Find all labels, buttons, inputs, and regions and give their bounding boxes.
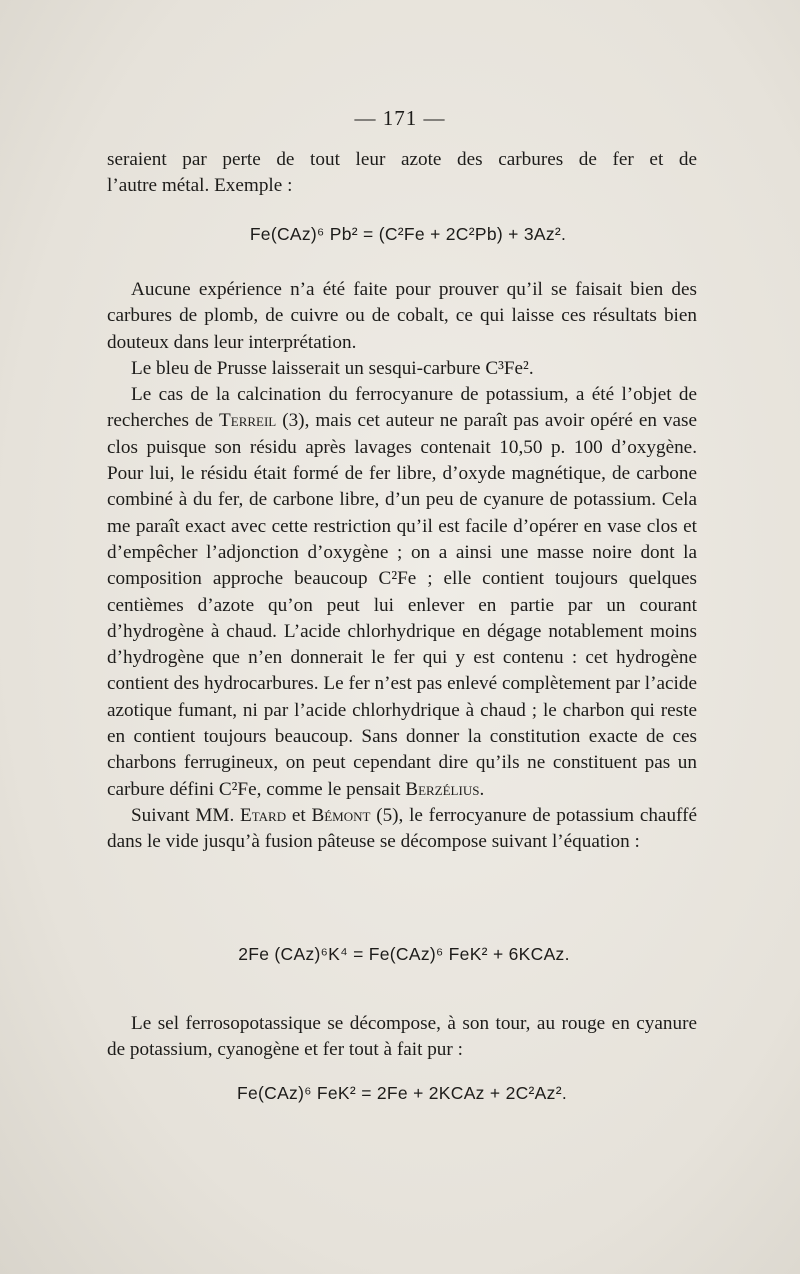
text-line: l’autre métal. Exemple : bbox=[107, 175, 293, 197]
text-line: seraient par perte de tout leur azote des carbures de fer et de bbox=[107, 149, 697, 170]
formula-1: Fe(CAz)⁶ Pb² = (C²Fe + 2C²Pb) + 3Az². bbox=[249, 224, 567, 244]
author-name: Etard bbox=[240, 804, 287, 826]
paragraph bbox=[107, 803, 697, 856]
body-text-end bbox=[107, 1011, 697, 1064]
paragraph: Le bleu de Prusse laisserait un sesqui-carbure C³Fe². bbox=[131, 357, 534, 379]
text-span: Suivant MM. bbox=[131, 804, 241, 826]
formula-3: Fe(CAz)⁶ FeK² = 2Fe + 2KCAz + 2C²Az². bbox=[237, 1083, 567, 1103]
text-span: et bbox=[286, 804, 312, 826]
text-span: (3), mais cet auteur ne paraît pas avoir opéré en vase clos puisque son résidu après lavages contenait 10,50 p. 100 d’oxygène. Pour lui, le résidu était formé de fer libre, d’oxyde magnétique, de carbone combiné à du fer, de carbone libre, d’un peu de cyanure de potassium. Cela me paraît exact avec cette restriction qu’il est facile d’opérer en vase clos et d’empêcher l’adjonction d’oxygène ; on a ainsi une masse noire dont la composition approche beaucoup C²Fe ; elle contient toujours quelques centièmes d’azote qu’on peut lui enlever en partie par un courant d’hydrogène à chaud. L’acide chlorhydrique en dégage notablement moins d’hydrogène que n’en donnerait le fer qui y est contenu : cet hydrogène contient des hydrocarbures. Le fer n’est pas enlevé complètement par l’acide azotique fumant, ni par l’acide chlorhydrique à chaud ; le charbon qui reste en contient toujours beaucoup. Sans donner la constitution exacte de ces charbons ferrugineux, on peut cependant dire qu’ils ne constituent pas un carbure défini C²Fe, comme le pensait bbox=[107, 410, 697, 800]
text-span: Le cas de la calcination du ferrocyanure de potassium, a été l’objet de recherches de bbox=[107, 384, 697, 432]
text-span: . bbox=[479, 778, 485, 800]
author-name: Bémont bbox=[311, 804, 371, 826]
paragraph: Le sel ferrosopotassique se décompose, à son tour, au rouge en cyanure de potassium, cyanogène et fer tout à fait pur : bbox=[107, 1013, 697, 1061]
author-name: Berzélius bbox=[405, 778, 480, 800]
paragraph-continuation bbox=[107, 147, 697, 200]
paragraph: Aucune expérience n’a été faite pour prouver qu’il se faisait bien des carbures de plomb, de cuivre ou de cobalt, ce qui laisse ces résultats bien douteux dans leur interprétation. bbox=[107, 279, 697, 353]
body-text bbox=[107, 277, 697, 856]
text-span: (5), le ferrocyanure de potassium chauffé dans le vide jusqu’à fusion pâteuse se décompose suivant l’équation : bbox=[107, 804, 697, 853]
paragraph bbox=[107, 382, 697, 803]
page-number: — 171 — bbox=[354, 106, 446, 130]
author-name: Terreil bbox=[219, 410, 277, 432]
formula-2: 2Fe (CAz)⁶K⁴ = Fe(CAz)⁶ FeK² + 6KCAz. bbox=[238, 944, 570, 964]
